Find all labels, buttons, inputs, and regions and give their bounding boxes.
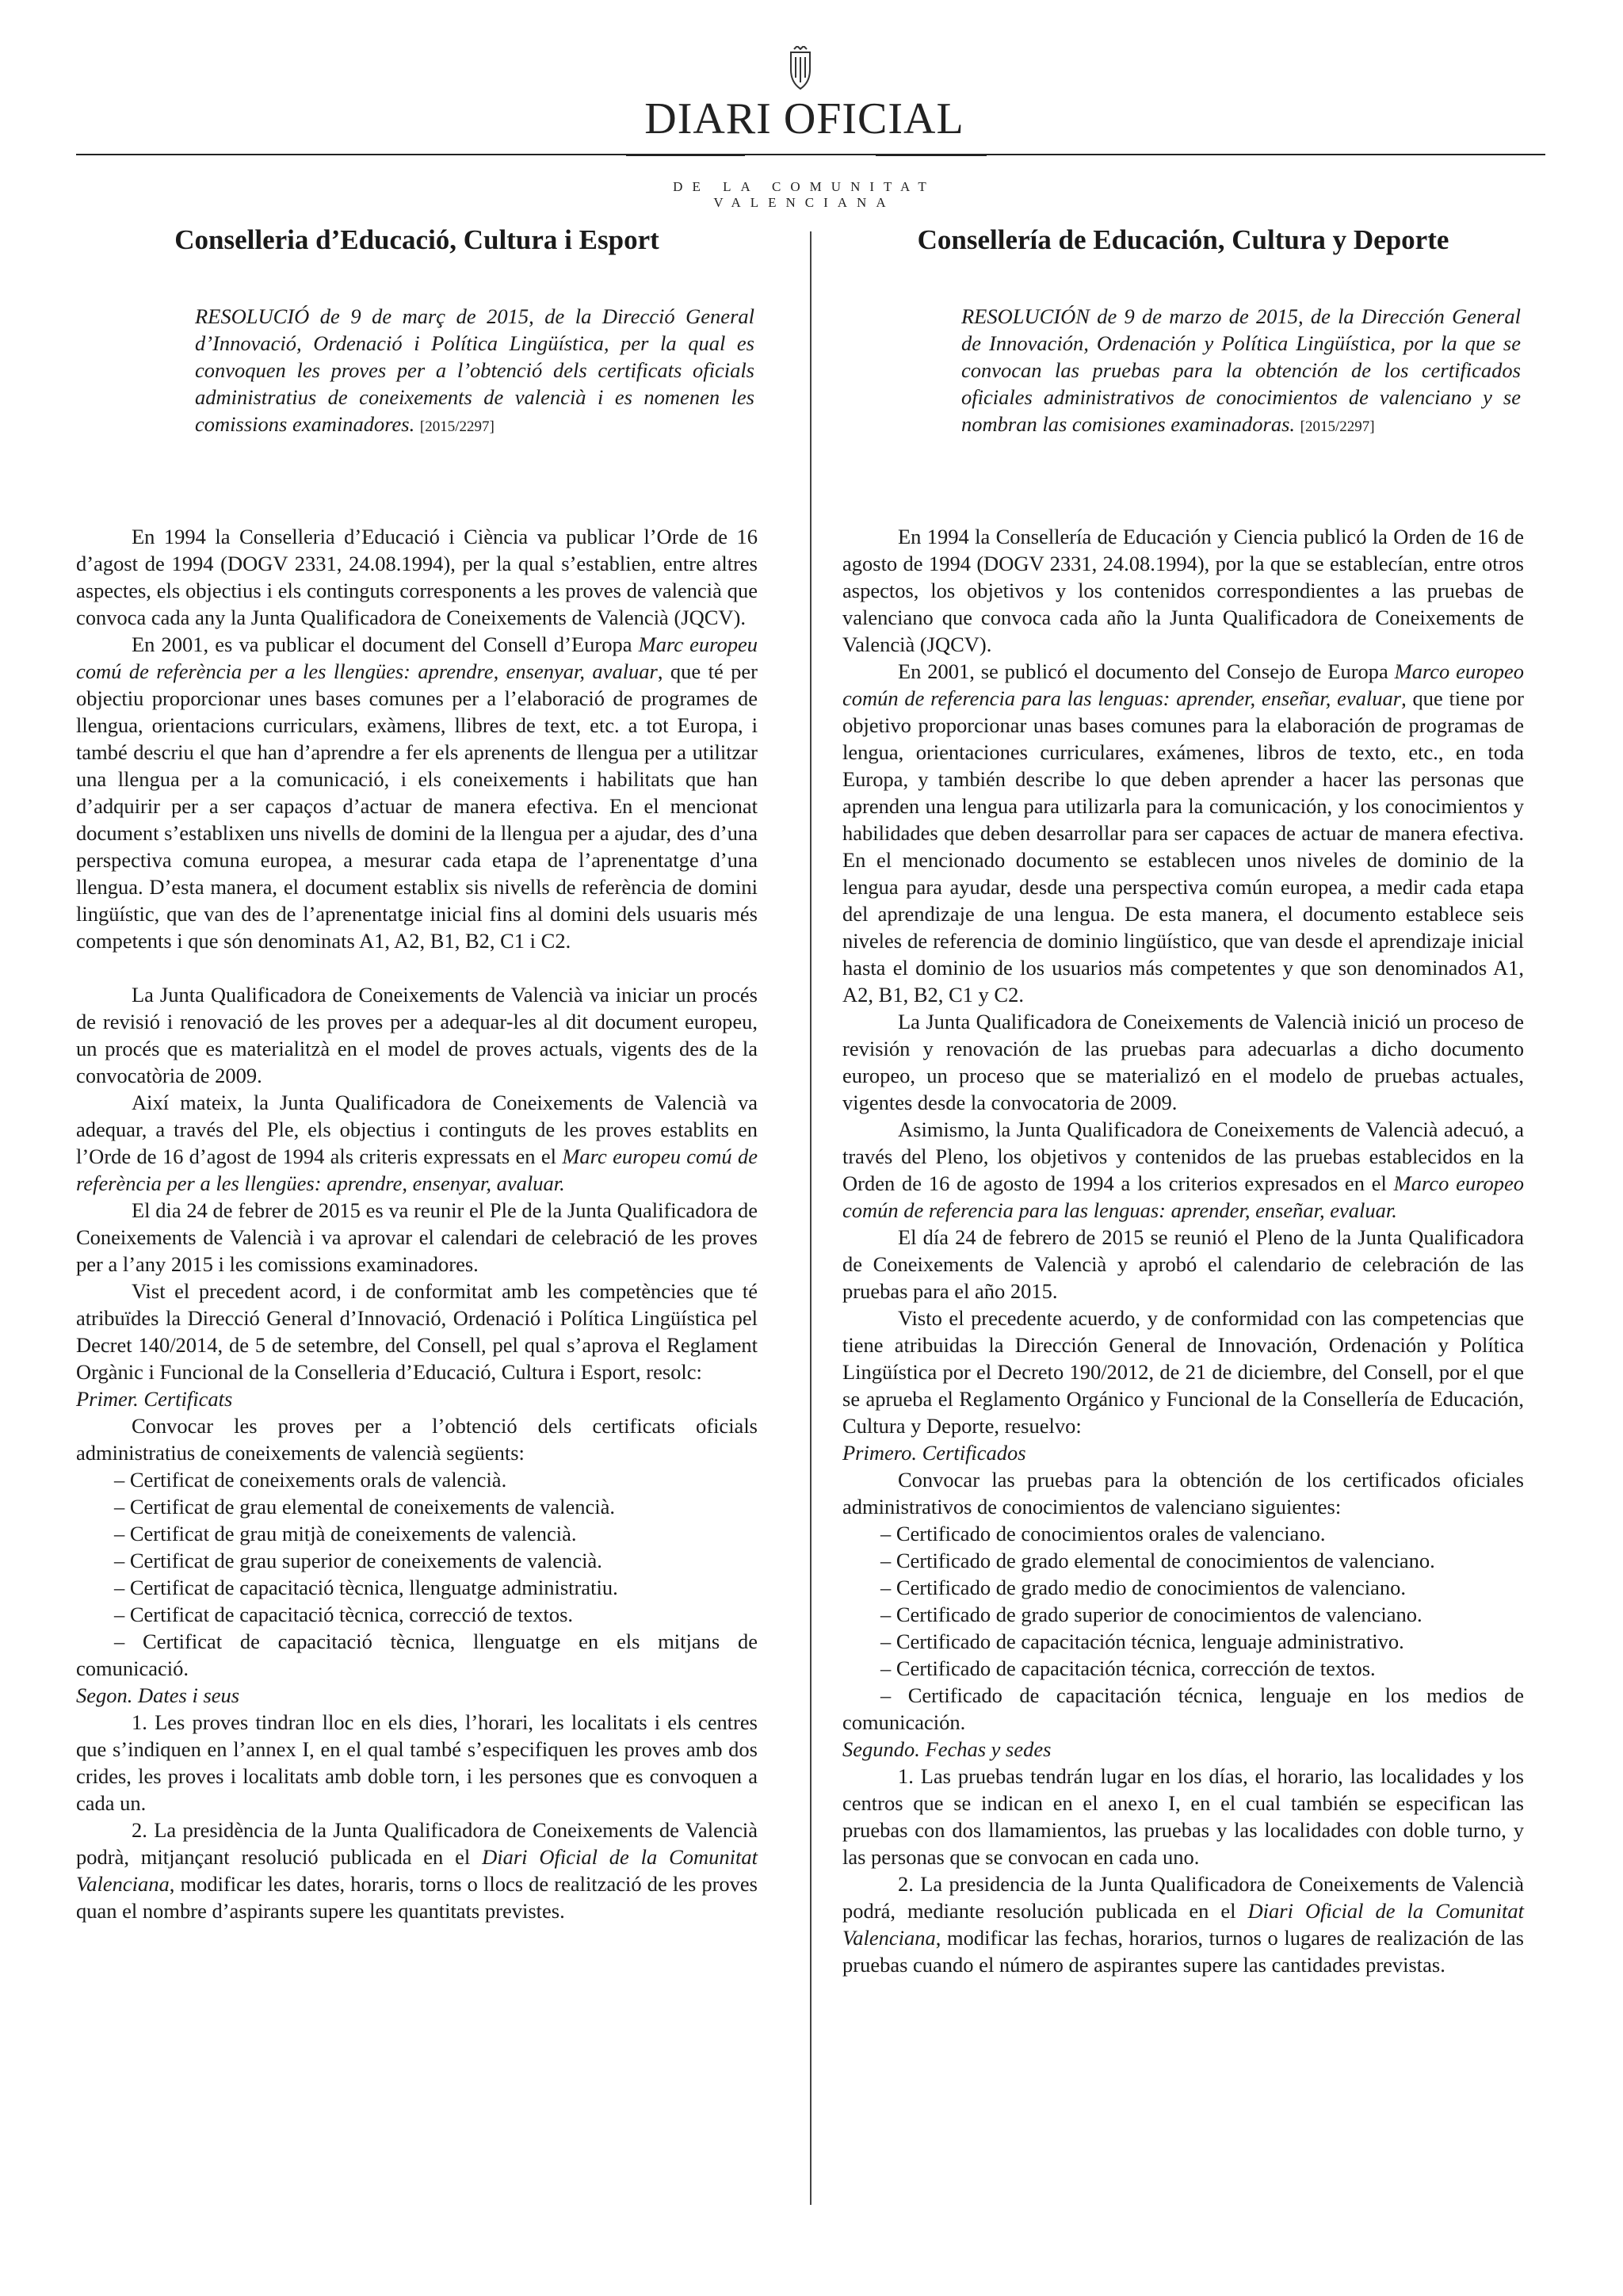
column-valencian [76,222,758,1924]
paragraph: Vist el precedent acord, i de conformitat amb les competències que té atribuïdes la Direcció General d’Innovació, Ordenació i Política Lingüística pel Decret 140/2014, de 5 de setembre, del Consell, pel qual s’aprova el Reglament Orgànic i Funcional de la Conselleria d’Educació, Cultura i Esport, resolc: [76,1279,758,1384]
resolution-heading [961,303,1521,469]
paragraph: En 2001, se publicó el documento del Consejo de Europa Marco europeo común de referencia para las lenguas: aprender, enseñar, evaluar, que tiene por objetivo proporcionar unas bases comunes para la elaboración de programas de lengua, orientaciones curriculares, exámenes, libros de texto, etc., en toda Europa, y también describe lo que deben aprender a hacer las personas que aprenden una lengua para utilizarla para la comunicación, y los conocimientos y habilidades que deben desarrollar para ser capaces de actuar de manera efectiva. En el mencionado documento se establecen unos niveles de dominio de la lengua para ayudar, desde una perspectiva común europea, a medir cada etapa del aprendizaje de una lengua. De esta manera, el documento establece seis niveles de referencia de dominio lingüístico, que van desde el aprendizaje inicial hasta el dominio de los usuarios más competentes y que son denominados A1, A2, B1, B2, C1 y C2. [842,659,1524,1007]
article-body [842,523,1524,1978]
list-item: – Certificado de capacitación técnica, corrección de textos. [880,1656,1376,1680]
column-divider [810,231,812,2205]
resolution-heading [195,303,754,469]
paragraph: Convocar las pruebas para la obtención de los certificados oficiales administrativos de conocimientos de valenciano siguientes: [842,1468,1524,1519]
section-heading: Primero. Certificados [842,1441,1026,1465]
list-item: – Certificado de capacitación técnica, lenguaje en los medios de comunicación. [842,1683,1524,1734]
paragraph: El día 24 de febrero de 2015 se reunió el Pleno de la Junta Qualificadora de Coneixements de Valencià y aprobó el calendario de celebración de las pruebas para el año 2015. [842,1225,1524,1303]
masthead [0,46,1623,210]
section-heading: Segundo. Fechas y sedes [842,1737,1052,1761]
department-title: Conselleria d’Educació, Cultura i Esport [174,224,659,255]
certificate-list [76,1466,758,1682]
paragraph: 1. Les proves tindran lloc en els dies, l’horari, les localitats i els centres que s’indiquen en l’annex I, en el qual també s’especifiquen les proves amb dos crides, les proves i localitats amb doble torn, i les persones que es convoquen a cada un. [76,1710,758,1815]
column-spanish [842,222,1524,1978]
department-title: Consellería de Educación, Cultura y Deporte [917,224,1449,255]
list-item: – Certificat de grau superior de coneixements de valencià. [114,1549,602,1572]
masthead-subtitle: DE LA COMUNITAT VALENCIANA [673,179,936,210]
list-item: – Certificado de capacitación técnica, lenguaje administrativo. [880,1629,1404,1653]
coat-of-arms-icon [785,46,816,94]
article-body [76,523,758,1924]
masthead-title: DIARI OFICIAL [644,94,964,143]
paragraph: 1. Las pruebas tendrán lugar en los días, el horario, las localidades y los centros que se indican en el anexo I, en el cual también se especifican las pruebas con dos llamamientos, las pruebas y las localidades con doble turno, y las personas que se convocan en cada uno. [842,1764,1524,1869]
list-item: – Certificat de capacitació tècnica, llenguatge administratiu. [114,1576,618,1599]
paragraph: El dia 24 de febrer de 2015 es va reunir el Ple de la Junta Qualificadora de Coneixements de Valencià i va aprovar el calendari de celebració de les proves per a l’any 2015 i les comissions examinadores. [76,1198,758,1276]
resolution-text: RESOLUCIÓN de 9 de marzo de 2015, de la Dirección General de Innovación, Ordenación y Política Lingüística, por la que se convocan las pruebas para la obtención de los certificados oficiales administrativos de conocimientos de valenciano y se nombran las comisiones examinadoras. [961,304,1521,436]
list-item: – Certificat de grau mitjà de coneixements de valencià. [114,1522,577,1545]
paragraph: Asimismo, la Junta Qualificadora de Coneixements de Valencià adecuó, a través del Pleno, los objetivos y contenidos de las pruebas establecidos en la Orden de 16 de agosto de 1994 a los criterios expresados en el Marco europeo común de referencia para las lenguas: aprender, enseñar, evaluar. [842,1117,1524,1222]
section-heading: Primer. Certificats [76,1387,233,1411]
certificate-list [842,1520,1524,1736]
header-rule [76,154,1545,155]
paragraph: En 1994 la Consellería de Educación y Ciencia publicó la Orden de 16 de agosto de 1994 (DOGV 2331, 24.08.1994), por la que se establecían, entre otros aspectos, los objetivos y los contenidos correspondientes a las pruebas de valenciano que convoca cada año la Junta Qualificadora de Coneixements de Valencià (JQCV). [842,525,1524,656]
list-item: – Certificat de capacitació tècnica, correcció de textos. [114,1603,574,1626]
paragraph: En 2001, es va publicar el document del Consell d’Europa Marc europeu comú de referència per a les llengües: aprendre, ensenyar, avaluar, que té per objectiu proporcionar unes bases comunes per a l’elaboració de programes de llengua, orientacions curriculars, exàmens, llibres de text, etc. a tot Europa, i també descriu el que han d’aprendre a fer els aprenents de llengua per a utilitzar una llengua per a la comunicació, i els coneixements i habilitats que han d’adquirir per a ser capaços d’actuar de manera efectiva. En el mencionat document s’establixen uns nivells de domini de la llengua per a ajudar, des d’una perspectiva comuna europea, a mesurar cada etapa de l’aprenentatge d’una llengua. D’esta manera, el document establix sis nivells de referència de domini lingüístic, que van des de l’aprenentatge inicial fins al domini dels usuaris més competents i que són denominats A1, A2, B1, B2, C1 i C2. [76,632,758,953]
list-item: – Certificado de grado elemental de conocimientos de valenciano. [880,1549,1435,1572]
list-item: – Certificado de grado medio de conocimientos de valenciano. [880,1576,1407,1599]
resolution-ref: [2015/2297] [419,418,495,435]
list-item: – Certificat de grau elemental de coneixements de valencià. [114,1495,616,1519]
resolution-text: RESOLUCIÓ de 9 de març de 2015, de la Direcció General d’Innovació, Ordenació i Política Lingüística, per la qual es convoquen les proves per a l’obtenció dels certificats oficials administratius de coneixements de valencià i es nomenen les comissions examinadores. [195,304,754,436]
list-item: – Certificat de capacitació tècnica, llenguatge en els mitjans de comunicació. [76,1629,758,1680]
paragraph: 2. La presidencia de la Junta Qualificadora de Coneixements de Valencià podrá, mediante resolución publicada en el Diari Oficial de la Comunitat Valenciana, modificar las fechas, horarios, turnos o lugares de realización de las pruebas cuando el número de aspirantes supere las cantidades previstas. [842,1872,1524,1977]
paragraph: Visto el precedente acuerdo, y de conformidad con las competencias que tiene atribuidas la Dirección General de Innovación, Ordenación y Política Lingüística por el Decreto 190/2012, de 21 de diciembre, del Consell, por el que se aprueba el Reglamento Orgánico y Funcional de la Consellería de Educación, Cultura y Deporte, resuelvo: [842,1306,1524,1438]
list-item: – Certificado de conocimientos orales de valenciano. [880,1522,1326,1545]
list-item: – Certificado de grado superior de conocimientos de valenciano. [880,1603,1423,1626]
section-heading: Segon. Dates i seus [76,1683,240,1707]
paragraph: Així mateix, la Junta Qualificadora de Coneixements de Valencià va adequar, a través del Ple, els objectius i continguts de les proves establits en l’Orde de 16 d’agost de 1994 als criteris expressats en el Marc europeu comú de referència per a les llengües: aprendre, ensenyar, avaluar. [76,1091,758,1195]
resolution-ref: [2015/2297] [1300,418,1375,435]
paragraph: 2. La presidència de la Junta Qualificadora de Coneixements de Valencià podrà, mitjançant resolució publicada en el Diari Oficial de la Comunitat Valenciana, modificar les dates, horaris, torns o llocs de realització de les proves quan el nombre d’aspirants supere les quantitats previstes. [76,1818,758,1923]
paragraph: La Junta Qualificadora de Coneixements de Valencià inició un proceso de revisión y renovación de las pruebas para adecuarlas a dicho documento europeo, un proceso que se materializó en el modelo de pruebas actuales, vigentes desde la convocatoria de 2009. [842,1010,1524,1114]
paragraph: En 1994 la Conselleria d’Educació i Ciència va publicar l’Orde de 16 d’agost de 1994 (DOGV 2331, 24.08.1994), per la qual s’establien, entre altres aspectes, els objectius i els continguts corresponents a les proves de valencià que convoca cada any la Junta Qualificadora de Coneixements de Valencià (JQCV). [76,525,758,629]
paragraph: Convocar les proves per a l’obtenció dels certificats oficials administratius de coneixements de valencià següents: [76,1414,758,1465]
list-item: – Certificat de coneixements orals de valencià. [114,1468,507,1492]
paragraph: La Junta Qualificadora de Coneixements de Valencià va iniciar un procés de revisió i renovació de les proves per a adequar-les al dit document europeu, un procés que es materialitzà en el model de proves actuals, vigents des de la convocatòria de 2009. [76,983,758,1087]
